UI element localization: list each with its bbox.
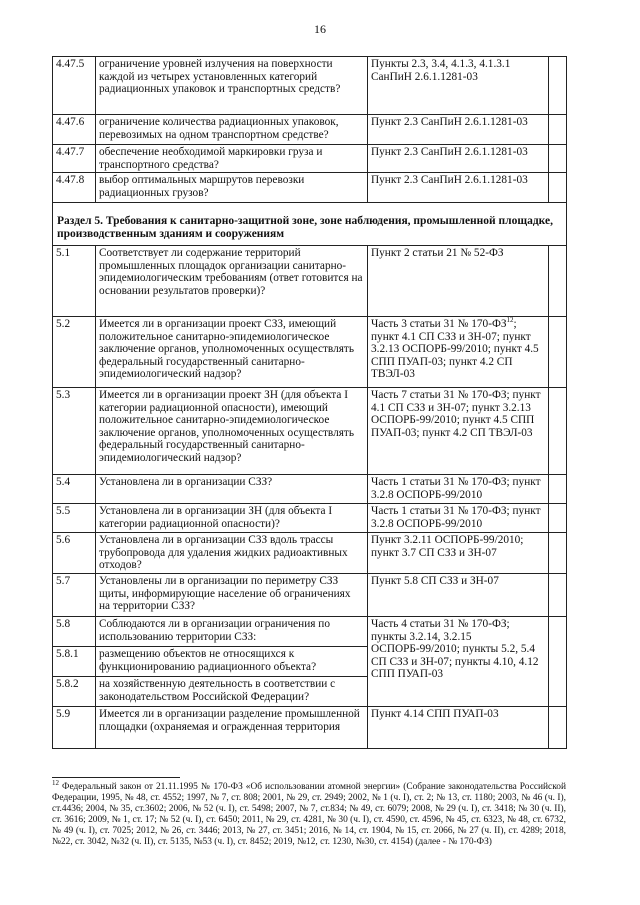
answer-cell[interactable] xyxy=(549,707,567,749)
reference-cell: Пункт 5.8 СП СЗЗ и ЗН-07 xyxy=(368,574,549,617)
row-number: 5.3 xyxy=(53,388,96,475)
table-row xyxy=(53,246,567,317)
table-row xyxy=(53,388,567,475)
reference-cell: Пункт 2.3 СанПиН 2.6.1.1281-03 xyxy=(368,145,549,173)
answer-cell[interactable] xyxy=(549,533,567,574)
row-number: 5.8.2 xyxy=(53,677,96,707)
question-cell: Установлена ли в организации СЗЗ? xyxy=(96,475,368,504)
reference-cell xyxy=(368,317,549,388)
answer-cell[interactable] xyxy=(549,317,567,388)
footnote-divider xyxy=(52,777,180,778)
question-cell: Установлены ли в организации по периметру СЗЗ щиты, информирующие население об ограничениях на территории СЗЗ? xyxy=(96,574,368,617)
reference-cell: Пункт 2.3 СанПиН 2.6.1.1281-03 xyxy=(368,173,549,203)
answer-cell[interactable] xyxy=(549,145,567,173)
reference-cell: Пункты 2.3, 3.4, 4.1.3, 4.1.3.1 СанПиН 2.6.1.1281-03 xyxy=(368,57,549,115)
table-row xyxy=(53,617,567,647)
reference-text-rest: ; пункт 4.1 СП СЗЗ и ЗН-07; пункт 3.2.13 ОСПОРБ-99/2010; пункт 4.5 СПП ПУАП-03; пункт 4.2 СП ТВЭЛ-03 xyxy=(371,318,539,381)
reference-cell: Часть 1 статьи 31 № 170-ФЗ; пункт 3.2.8 ОСПОРБ-99/2010 xyxy=(368,475,549,504)
table-row xyxy=(53,115,567,145)
table-row xyxy=(53,145,567,173)
question-cell: Установлена ли в организации ЗН (для объекта I категории радиационной опасности)? xyxy=(96,504,368,533)
footnote xyxy=(52,778,567,849)
table-row xyxy=(53,574,567,617)
section-header-row xyxy=(53,203,567,246)
footnote-marker: 12 xyxy=(506,316,514,325)
question-cell: размещению объектов не относящихся к функционированию радиационного объекта? xyxy=(96,647,368,677)
row-number: 4.47.5 xyxy=(53,57,96,115)
answer-cell[interactable] xyxy=(549,388,567,475)
row-number: 4.47.8 xyxy=(53,173,96,203)
reference-cell: Пункт 3.2.11 ОСПОРБ-99/2010; пункт 3.7 СП СЗЗ и ЗН-07 xyxy=(368,533,549,574)
question-cell: выбор оптимальных маршрутов перевозки радиационных грузов? xyxy=(96,173,368,203)
row-number: 5.4 xyxy=(53,475,96,504)
question-cell: Имеется ли в организации разделение промышленной площадки (охраняемая и огражденная территория xyxy=(96,707,368,749)
page-number: 16 xyxy=(314,22,326,36)
footnote-text: Федеральный закон от 21.11.1995 № 170-ФЗ «Об использовании атомной энергии» (Собрание законодательства Российской Федерации, 1995, № 48, ст. 4552; 1997, № 7, ст. 808; 2001, № 29, ст. 2949; 2002, № 1 (ч. I), ст. 2; № 13, ст. 1180; 2003, № 46 (ч. I), ст.4436; 2004, № 35, ст.3602; 2006, № 52 (ч. I), ст. 5498; 2007, № 7, ст.834; № 49, ст. 6079; 2008, № 29 (ч. I), ст. 3418; № 30 (ч. II), ст. 3616; 2009, № 1, ст. 17; № 52 (ч. I), ст. 6450; 2011, № 29, ст. 4281, № 30 (ч. I), ст. 4590, ст. 4596, № 45, ст. 6323, № 48, ст. 6732, № 49 (ч. I), ст. 7025; 2012, № 26, ст. 3446; 2013, № 27, ст. 3451; 2016, № 14, ст. 1904, № 15, ст. 2066, № 27 (ч. II), ст. 4289; 2018, №22, ст. 3042, №32 (ч. II), ст. 5135, №53 (ч. I), ст. 8452; 2019, №12, ст. 1230, №30, ст. 4154) (далее - № 170-ФЗ) xyxy=(52,782,567,848)
question-cell: Установлена ли в организации СЗЗ вдоль трассы трубопровода для удаления жидких радиоактивных отходов? xyxy=(96,533,368,574)
section-title: Раздел 5. Требования к санитарно-защитной зоне, зоне наблюдения, промышленной площадке, производственным зданиям и сооружениям xyxy=(53,203,567,246)
question-cell: ограничение уровней излучения на поверхности каждой из четырех установленных категорий радиационных упаковок и транспортных средств? xyxy=(96,57,368,115)
table-row xyxy=(53,707,567,749)
row-number: 5.8 xyxy=(53,617,96,647)
question-cell: Соблюдаются ли в организации ограничения по использованию территории СЗЗ: xyxy=(96,617,368,647)
table-row xyxy=(53,317,567,388)
reference-cell: Часть 7 статьи 31 № 170-ФЗ; пункт 4.1 СП СЗЗ и ЗН-07; пункт 3.2.13 ОСПОРБ-99/2010; пункт 4.5 СПП ПУАП-03; пункт 4.2 СП ТВЭЛ-03 xyxy=(368,388,549,475)
row-number: 5.7 xyxy=(53,574,96,617)
answer-cell[interactable] xyxy=(549,617,567,707)
row-number: 5.2 xyxy=(53,317,96,388)
checklist-table xyxy=(52,56,567,749)
reference-cell: Пункт 2 статьи 21 № 52-ФЗ xyxy=(368,246,549,317)
table-row xyxy=(53,57,567,115)
answer-cell[interactable] xyxy=(549,57,567,115)
answer-cell[interactable] xyxy=(549,475,567,504)
table-row xyxy=(53,504,567,533)
answer-cell[interactable] xyxy=(549,246,567,317)
question-cell: обеспечение необходимой маркировки груза и транспортного средства? xyxy=(96,145,368,173)
row-number: 5.6 xyxy=(53,533,96,574)
row-number: 5.8.1 xyxy=(53,647,96,677)
table-row xyxy=(53,533,567,574)
table-row xyxy=(53,475,567,504)
question-cell: Имеется ли в организации проект ЗН (для объекта I категории радиационной опасности), имеющий положительное санитарно-эпидемиологическое заключение органов, уполномоченных осуществлять федеральный государственный санитарно-эпидемиологический надзор? xyxy=(96,388,368,475)
question-cell: Имеется ли в организации проект СЗЗ, имеющий положительное санитарно-эпидемиологическое заключение органов, уполномоченных осуществлять федеральный государственный санитарно-эпидемиологический надзор? xyxy=(96,317,368,388)
table-row xyxy=(53,173,567,203)
row-number: 5.5 xyxy=(53,504,96,533)
reference-cell: Пункт 2.3 СанПиН 2.6.1.1281-03 xyxy=(368,115,549,145)
question-cell: Соответствует ли содержание территорий промышленных площадок организации санитарно-эпидемиологическим требованиям (ответ готовится на основании результатов проверки)? xyxy=(96,246,368,317)
reference-cell: Часть 4 статьи 31 № 170-ФЗ; пункты 3.2.14, 3.2.15 ОСПОРБ-99/2010; пункты 5.2, 5.4 СП СЗЗ и ЗН-07; пункты 4.10, 4.12 СПП ПУАП-03 xyxy=(368,617,549,707)
row-number: 5.1 xyxy=(53,246,96,317)
question-cell: на хозяйственную деятельность в соответствии с законодательством Российской Федерации? xyxy=(96,677,368,707)
answer-cell[interactable] xyxy=(549,574,567,617)
footnote-mark: 12 xyxy=(52,778,59,787)
reference-cell: Часть 1 статьи 31 № 170-ФЗ; пункт 3.2.8 ОСПОРБ-99/2010 xyxy=(368,504,549,533)
reference-text: Часть 3 статьи 31 № 170-ФЗ xyxy=(371,318,507,330)
question-cell: ограничение количества радиационных упаковок, перевозимых на одном транспортном средстве? xyxy=(96,115,368,145)
row-number: 4.47.6 xyxy=(53,115,96,145)
answer-cell[interactable] xyxy=(549,115,567,145)
answer-cell[interactable] xyxy=(549,504,567,533)
reference-cell: Пункт 4.14 СПП ПУАП-03 xyxy=(368,707,549,749)
answer-cell[interactable] xyxy=(549,173,567,203)
row-number: 4.47.7 xyxy=(53,145,96,173)
row-number: 5.9 xyxy=(53,707,96,749)
